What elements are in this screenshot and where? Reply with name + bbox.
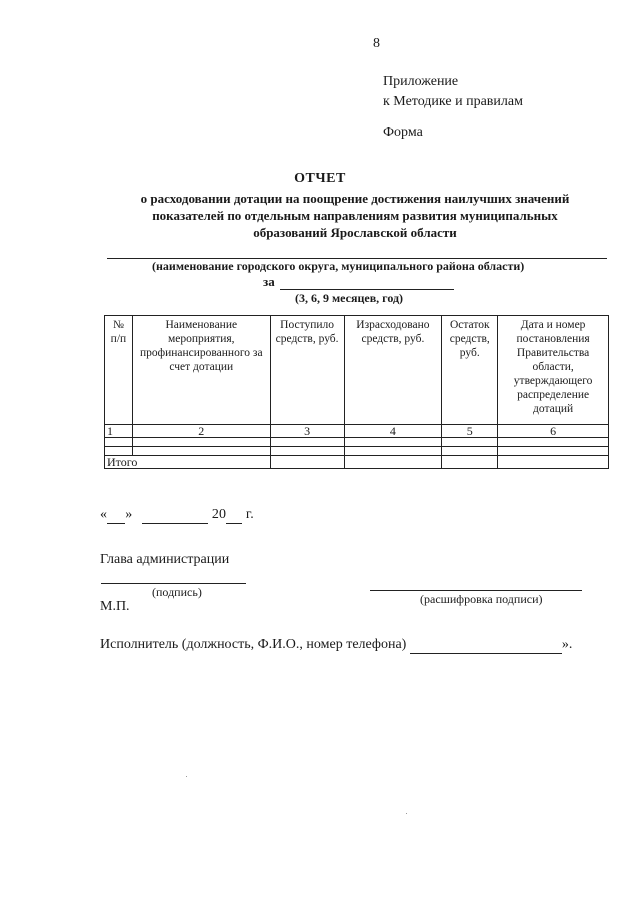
column-number: 3 — [270, 425, 344, 438]
table-row — [105, 438, 609, 447]
executor-blank — [410, 637, 562, 654]
subtitle-line-2: показателей по отдельным направлениям развития муниципальных — [152, 208, 558, 223]
year-prefix: 20 — [211, 507, 227, 522]
table-cell — [498, 447, 609, 456]
signature-caption: (подпись) — [152, 585, 202, 599]
appendix-line-2: к Методике и правилам — [383, 94, 523, 109]
table-cell — [344, 447, 442, 456]
total-row — [105, 456, 609, 469]
column-numbers-row — [105, 425, 609, 438]
table-cell — [105, 438, 133, 447]
signature-blank-line — [101, 583, 246, 584]
header-balance: Остаток средств, руб. — [442, 316, 498, 425]
date-close-quote: » — [125, 507, 133, 522]
header-resolution: Дата и номер постановления Правительства области, утверждающего распределение дотаций — [498, 316, 609, 425]
table-cell — [132, 447, 270, 456]
total-label: Итого — [105, 456, 271, 469]
report-table — [104, 315, 609, 469]
table-header-row — [105, 316, 609, 425]
decoding-caption: (расшифровка подписи) — [420, 592, 543, 606]
table-cell — [498, 438, 609, 447]
table-cell — [442, 438, 498, 447]
period-label: за — [263, 274, 275, 289]
date-line — [100, 507, 254, 524]
page-number: 8 — [373, 36, 380, 51]
subtitle-line-3: образований Ярославской области — [253, 225, 457, 240]
column-number: 4 — [344, 425, 442, 438]
appendix-note — [383, 72, 523, 112]
column-number: 5 — [442, 425, 498, 438]
header-measure-name: Наименование мероприятия, профинансированного за счет дотации — [132, 316, 270, 425]
table-cell — [498, 456, 609, 469]
month-blank — [142, 507, 208, 524]
table-cell — [344, 438, 442, 447]
municipality-caption: (наименование городского округа, муниципального района области) — [152, 259, 525, 273]
scan-speck — [406, 813, 407, 814]
form-label: Форма — [383, 125, 423, 140]
subtitle-line-1: о расходовании дотации на поощрение достижения наилучших значений — [140, 191, 570, 206]
column-number: 1 — [105, 425, 133, 438]
executor-label: Исполнитель (должность, Ф.И.О., номер телефона) — [100, 637, 407, 652]
header-number: № п/п — [105, 316, 133, 425]
header-received: Поступило средств, руб. — [270, 316, 344, 425]
decoding-blank-line — [370, 590, 582, 591]
table-cell — [442, 447, 498, 456]
appendix-line-1: Приложение — [383, 74, 459, 89]
date-open-quote: « — [100, 507, 108, 522]
year-blank — [226, 507, 242, 524]
header-spent: Израсходовано средств, руб. — [344, 316, 442, 425]
table-cell — [270, 456, 344, 469]
period-blank-line — [280, 289, 454, 290]
report-title: ОТЧЕТ — [294, 171, 346, 186]
column-number: 6 — [498, 425, 609, 438]
head-of-administration-label: Глава администрации — [100, 552, 230, 567]
table-cell — [270, 438, 344, 447]
column-number: 2 — [132, 425, 270, 438]
table-cell — [442, 456, 498, 469]
stamp-place-label: М.П. — [100, 599, 130, 614]
table-cell — [270, 447, 344, 456]
year-suffix: г. — [245, 507, 254, 522]
day-blank — [107, 507, 125, 524]
table-row — [105, 447, 609, 456]
table-cell — [344, 456, 442, 469]
scan-speck — [186, 776, 187, 777]
period-caption: (3, 6, 9 месяцев, год) — [295, 291, 404, 305]
table-cell — [132, 438, 270, 447]
report-subtitle — [95, 190, 615, 241]
executor-tail: ». — [561, 637, 573, 652]
executor-line — [100, 637, 572, 654]
